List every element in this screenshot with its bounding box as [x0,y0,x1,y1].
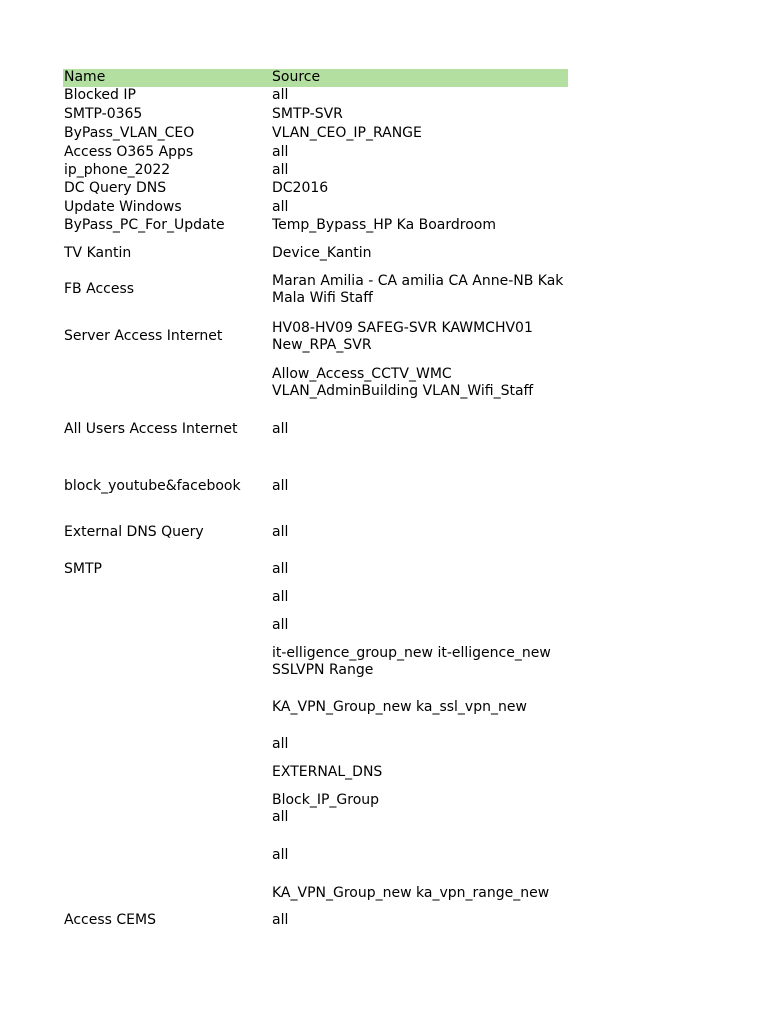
source-cell: Maran Amilia - CA amilia CA Anne-NB Kak Mala Wifi Staff [272,273,564,306]
name-cell: Access O365 Apps [64,144,194,160]
source-cell: all [272,478,289,494]
source-cell: all [272,144,289,160]
source-cell: EXTERNAL_DNS [272,764,383,780]
name-cell: Access CEMS [64,912,156,928]
source-cell: KA_VPN_Group_new ka_ssl_vpn_new [272,699,527,715]
source-cell: all [272,87,289,103]
name-cell: External DNS Query [64,524,204,540]
name-cell: block_youtube&facebook [64,478,241,494]
source-cell: HV08-HV09 SAFEG-SVR KAWMCHV01 New_RPA_SVR [272,320,533,353]
name-cell: Update Windows [64,199,182,215]
source-cell: all [272,524,289,540]
source-cell: all [272,736,289,752]
source-cell: all [272,162,289,178]
source-cell: VLAN_CEO_IP_RANGE [272,125,422,141]
source-cell: all [272,561,289,577]
name-cell: ByPass_PC_For_Update [64,217,225,233]
source-cell: Device_Kantin [272,245,372,261]
name-cell: ip_phone_2022 [64,162,171,178]
name-cell: SMTP [64,561,102,577]
source-cell: Temp_Bypass_HP Ka Boardroom [272,217,496,233]
header-source: Source [272,69,321,85]
source-cell: KA_VPN_Group_new ka_vpn_range_new [272,885,550,901]
source-cell: all [272,421,289,437]
name-cell: ByPass_VLAN_CEO [64,125,195,141]
header-name: Name [64,69,106,85]
source-cell: Allow_Access_CCTV_WMC VLAN_AdminBuilding VLAN_Wifi_Staff [272,366,534,399]
source-cell: Block_IP_Group all [272,792,380,825]
name-cell: DC Query DNS [64,180,167,196]
source-cell: it-elligence_group_new it-elligence_new SSLVPN Range [272,645,551,678]
header-row [63,69,568,87]
name-cell: TV Kantin [64,245,132,261]
name-cell: Blocked IP [64,87,136,103]
name-cell: FB Access [64,281,135,297]
source-cell: all [272,847,289,863]
source-cell: all [272,589,289,605]
source-cell: SMTP-SVR [272,106,343,122]
name-cell: SMTP-0365 [64,106,143,122]
source-cell: all [272,912,289,928]
source-cell: DC2016 [272,180,329,196]
name-cell: All Users Access Internet [64,421,238,437]
source-cell: all [272,617,289,633]
source-cell: all [272,199,289,215]
name-cell: Server Access Internet [64,328,223,344]
